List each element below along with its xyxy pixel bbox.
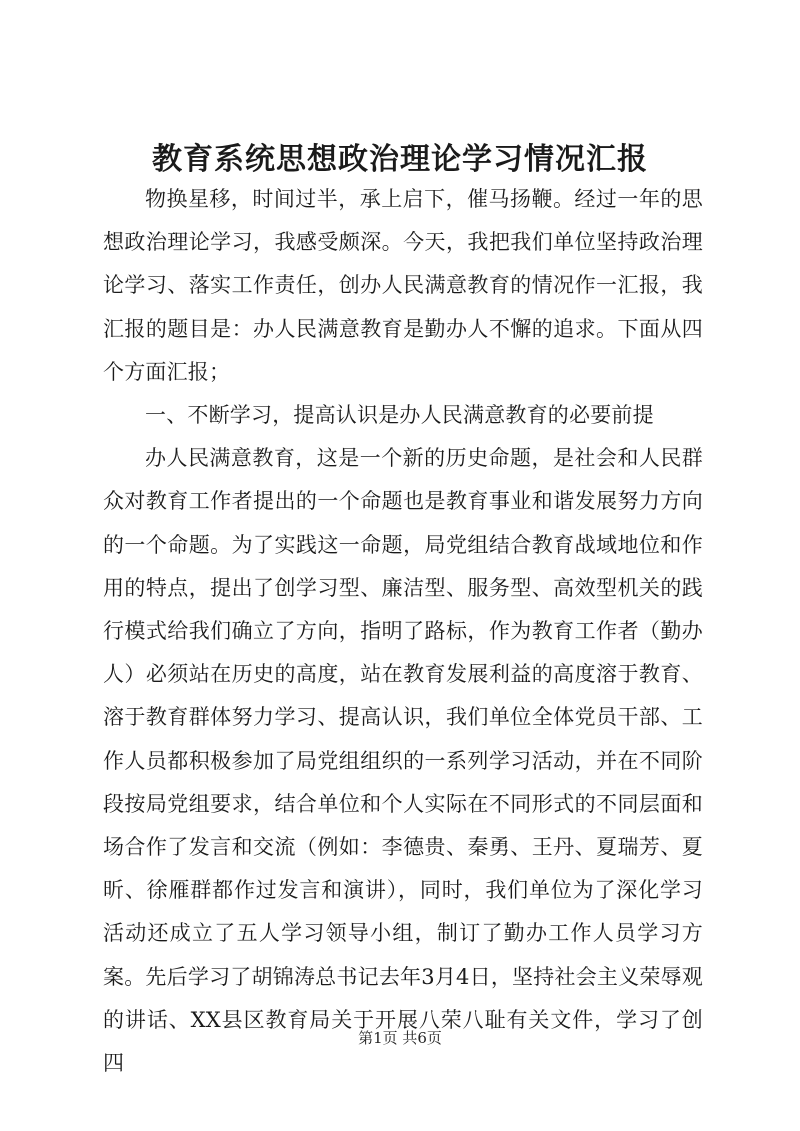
intro-paragraph: 物换星移，时间过半，承上启下，催马扬鞭。经过一年的思想政治理论学习，我感受颇深。今天，我把我们单位坚持政治理论学习、落实工作责任，创办人民满意教育的情况作一汇报，我汇报的题目是：办人民满意教育是勤办人不懈的追求。下面从四个方面汇报； xyxy=(103,187,703,384)
document-title: 教育系统思想政治理论学习情况汇报 xyxy=(152,142,648,177)
document-body xyxy=(103,178,703,1085)
page-number-footer: 第1页 共6页 xyxy=(358,1029,442,1047)
section-heading-1: 一、不断学习，提高认识是办人民满意教育的必要前提 xyxy=(145,403,654,428)
section-1-paragraph: 办人民满意教育，这是一个新的历史命题，是社会和人民群众对教育工作者提出的一个命题也是教育事业和谐发展努力方向的一个命题。为了实践这一命题，局党组结合教育战域地位和作用的特点，提出了创学习型、廉洁型、服务型、高效型机关的践行模式给我们确立了方向，指明了路标，作为教育工作者（勤办人）必须站在历史的高度，站在教育发展利益的高度溶于教育、溶于教育群体努力学习、提高认识，我们单位全体党员干部、工作人员都积极参加了局党组组织的一系列学习活动，并在不同阶段按局党组要求，结合单位和个人实际在不同形式的不同层面和场合作了发言和交流（例如：李德贵、秦勇、王丹、夏瑞芳、夏昕、徐雁群都作过发言和演讲），同时，我们单位为了深化学习活动还成立了五人学习领导小组，制订了勤办工作人员学习方案。先后学习了胡锦涛总书记去年3月4日，坚持社会主义荣辱观的讲话、XX县区教育局关于开展八荣八耻有关文件，学习了创四 xyxy=(103,446,703,1076)
